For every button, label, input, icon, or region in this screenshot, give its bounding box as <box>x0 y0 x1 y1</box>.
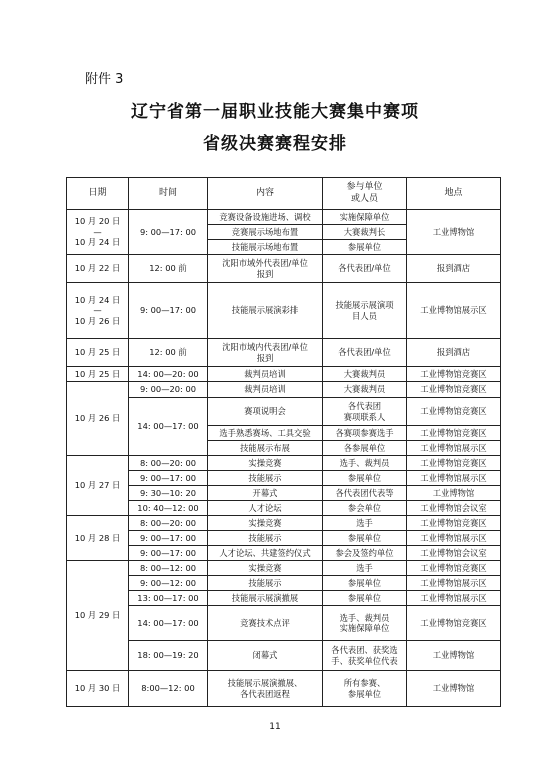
time-cell: 14: 00—20: 00 <box>129 367 208 382</box>
table-row <box>67 516 501 531</box>
content-cell: 裁判员培训 <box>208 382 323 398</box>
location-cell: 工业博物馆竞赛区 <box>407 516 501 531</box>
time-cell: 12: 00 前 <box>129 339 208 367</box>
location-cell: 工业博物馆展示区 <box>407 591 501 606</box>
content-cell: 竞赛展示场地布置 <box>208 225 323 240</box>
table-row <box>67 671 501 707</box>
page-number: 11 <box>269 722 281 732</box>
content-cell: 实操竞赛 <box>208 456 323 471</box>
table-row <box>67 398 501 426</box>
table-row <box>67 501 501 516</box>
content-line: 沈阳市域内代表团/单位 <box>222 342 308 353</box>
header-date: 日期 <box>67 178 129 210</box>
content-line: 技能展示展演撤展、 <box>227 678 303 689</box>
participants-cell: 选手 <box>323 561 407 576</box>
participants-cell: 各代表团代表等 <box>323 486 407 501</box>
header-content: 内容 <box>208 178 323 210</box>
content-cell: 选手熟悉赛场、工具交验 <box>208 426 323 441</box>
participants-line: 选手、裁判员 <box>339 612 390 623</box>
participants-cell: 实施保障单位 <box>323 210 407 225</box>
participants-cell: 大赛裁判长 <box>323 225 407 240</box>
time-cell: 14: 00—17: 00 <box>129 606 208 641</box>
content-cell: 人才论坛、共建签约仪式 <box>208 546 323 561</box>
participants-line: 技能展示展演项 <box>335 300 394 311</box>
table-row <box>67 471 501 486</box>
table-row <box>67 606 501 641</box>
location-cell: 工业博物馆会议室 <box>407 546 501 561</box>
content-line: 报到 <box>256 268 274 279</box>
location-cell: 工业博物馆 <box>407 641 501 671</box>
table-row <box>67 576 501 591</box>
participants-line: 目人员 <box>352 310 377 321</box>
location-cell: 工业博物馆 <box>407 210 501 255</box>
participants-cell: 参展单位 <box>323 531 407 546</box>
location-cell: 工业博物馆展示区 <box>407 576 501 591</box>
date-cell: 10 月 25 日 <box>67 339 129 367</box>
document-subtitle: 省级决赛赛程安排 <box>203 134 347 154</box>
location-cell: 工业博物馆展示区 <box>407 283 501 339</box>
content-cell <box>208 255 323 283</box>
table-row <box>67 367 501 382</box>
date-line: 10 月 24 日 <box>74 237 121 248</box>
time-cell: 8:00—12: 00 <box>129 671 208 707</box>
time-cell: 9: 30—10: 20 <box>129 486 208 501</box>
participants-cell: 参会单位 <box>323 501 407 516</box>
participants-cell: 选手 <box>323 516 407 531</box>
time-cell: 12: 00 前 <box>129 255 208 283</box>
time-cell: 9: 00—20: 00 <box>129 382 208 398</box>
participants-line: 实施保障单位 <box>339 623 390 633</box>
time-cell: 10: 40—12: 00 <box>129 501 208 516</box>
time-cell: 9: 00—12: 00 <box>129 576 208 591</box>
time-cell: 8: 00—20: 00 <box>129 456 208 471</box>
content-cell: 实操竞赛 <box>208 516 323 531</box>
table-row <box>67 283 501 339</box>
participants-cell: 参会及签约单位 <box>323 546 407 561</box>
table-row <box>67 382 501 398</box>
header-participants-line1: 参与单位 <box>346 182 383 193</box>
table-row <box>67 531 501 546</box>
participants-line: 各代表团、获奖选 <box>331 645 398 656</box>
participants-cell <box>323 283 407 339</box>
participants-cell: 选手、裁判员 <box>323 456 407 471</box>
content-cell: 技能展示场地布置 <box>208 240 323 255</box>
location-cell: 工业博物馆竞赛区 <box>407 367 501 382</box>
table-row <box>67 255 501 283</box>
location-cell: 报到酒店 <box>407 255 501 283</box>
location-cell: 工业博物馆竞赛区 <box>407 606 501 641</box>
date-cell: 10 月 26 日 <box>67 382 129 456</box>
table-row <box>67 210 501 225</box>
participants-cell: 参展单位 <box>323 576 407 591</box>
document-title: 辽宁省第一届职业技能大赛集中赛项 <box>131 102 419 122</box>
table-row <box>67 546 501 561</box>
time-cell: 9: 00—17: 00 <box>129 471 208 486</box>
location-cell: 工业博物馆展示区 <box>407 441 501 456</box>
time-cell: 14: 00—17: 00 <box>129 398 208 456</box>
content-cell: 技能展示展演彩排 <box>208 283 323 339</box>
header-participants-line2: 或人员 <box>350 193 378 204</box>
location-cell: 工业博物馆竞赛区 <box>407 398 501 426</box>
participants-cell: 参展单位 <box>323 591 407 606</box>
time-cell: 8: 00—20: 00 <box>129 516 208 531</box>
content-cell <box>208 671 323 707</box>
time-cell: 13: 00—17: 00 <box>129 591 208 606</box>
header-participants <box>323 178 407 210</box>
date-cell: 10 月 29 日 <box>67 561 129 671</box>
location-cell: 工业博物馆 <box>407 671 501 707</box>
participants-cell <box>323 398 407 426</box>
time-cell: 9: 00—17: 00 <box>129 283 208 339</box>
date-cell: 10 月 22 日 <box>67 255 129 283</box>
date-cell: 10 月 27 日 <box>67 456 129 516</box>
location-cell: 工业博物馆展示区 <box>407 531 501 546</box>
content-line: 沈阳市域外代表团/单位 <box>222 258 308 269</box>
table-row <box>67 591 501 606</box>
location-cell: 工业博物馆会议室 <box>407 501 501 516</box>
content-cell: 技能展示展演撤展 <box>208 591 323 606</box>
content-cell: 技能展示 <box>208 471 323 486</box>
participants-cell: 各赛项参赛选手 <box>323 426 407 441</box>
header-location: 地点 <box>407 178 501 210</box>
content-cell: 开幕式 <box>208 486 323 501</box>
participants-cell: 大赛裁判员 <box>323 382 407 398</box>
participants-line: 参展单位 <box>347 688 382 699</box>
participants-cell: 参展单位 <box>323 471 407 486</box>
content-cell: 闭幕式 <box>208 641 323 671</box>
participants-cell <box>323 641 407 671</box>
location-cell: 工业博物馆竞赛区 <box>407 426 501 441</box>
date-cell: 10 月 25 日 <box>67 367 129 382</box>
header-time: 时间 <box>129 178 208 210</box>
table-header-row <box>67 178 501 210</box>
table-row <box>67 641 501 671</box>
participants-cell: 各代表团/单位 <box>323 339 407 367</box>
content-cell: 裁判员培训 <box>208 367 323 382</box>
location-cell: 工业博物馆竞赛区 <box>407 456 501 471</box>
date-line: 10 月 24 日 <box>74 294 121 305</box>
location-cell: 工业博物馆竞赛区 <box>407 561 501 576</box>
time-cell: 9: 00—17: 00 <box>129 531 208 546</box>
date-line: 10 月 20 日 <box>74 216 121 227</box>
participants-line: 所有参赛、 <box>343 678 386 689</box>
content-line: 报到 <box>256 352 274 363</box>
table-row <box>67 486 501 501</box>
attachment-label: 附件 3 <box>85 72 124 87</box>
date-line: 10 月 26 日 <box>74 315 121 326</box>
content-cell: 技能展示 <box>208 531 323 546</box>
content-cell: 技能展示布展 <box>208 441 323 456</box>
participants-cell: 大赛裁判员 <box>323 367 407 382</box>
participants-cell: 参展单位 <box>323 240 407 255</box>
content-cell <box>208 339 323 367</box>
content-cell: 竞赛设备设施进场、调校 <box>208 210 323 225</box>
content-line: 各代表团返程 <box>240 688 290 699</box>
date-dash: — <box>93 305 102 316</box>
schedule-table <box>66 177 501 707</box>
content-cell: 技能展示 <box>208 576 323 591</box>
date-cell: 10 月 30 日 <box>67 671 129 707</box>
location-cell: 工业博物馆展示区 <box>407 471 501 486</box>
content-cell: 赛项说明会 <box>208 398 323 426</box>
location-cell: 工业博物馆 <box>407 486 501 501</box>
content-cell: 实操竞赛 <box>208 561 323 576</box>
participants-cell: 各代表团/单位 <box>323 255 407 283</box>
table-row <box>67 561 501 576</box>
participants-line: 赛项联系人 <box>343 411 386 422</box>
participants-cell: 各参展单位 <box>323 441 407 456</box>
location-cell: 报到酒店 <box>407 339 501 367</box>
content-cell: 竞赛技术点评 <box>208 606 323 641</box>
date-cell <box>67 283 129 339</box>
content-cell: 人才论坛 <box>208 501 323 516</box>
date-dash: — <box>93 226 102 237</box>
participants-line: 各代表团 <box>347 401 382 412</box>
participants-cell <box>323 671 407 707</box>
date-cell: 10 月 28 日 <box>67 516 129 561</box>
time-cell: 9: 00—17: 00 <box>129 546 208 561</box>
table-row <box>67 456 501 471</box>
time-cell: 8: 00—12: 00 <box>129 561 208 576</box>
location-cell: 工业博物馆竞赛区 <box>407 382 501 398</box>
participants-cell <box>323 606 407 641</box>
participants-line: 手、获奖单位代表 <box>331 655 398 666</box>
table-row <box>67 339 501 367</box>
time-cell: 18: 00—19: 20 <box>129 641 208 671</box>
time-cell: 9: 00—17: 00 <box>129 210 208 255</box>
date-cell <box>67 210 129 255</box>
